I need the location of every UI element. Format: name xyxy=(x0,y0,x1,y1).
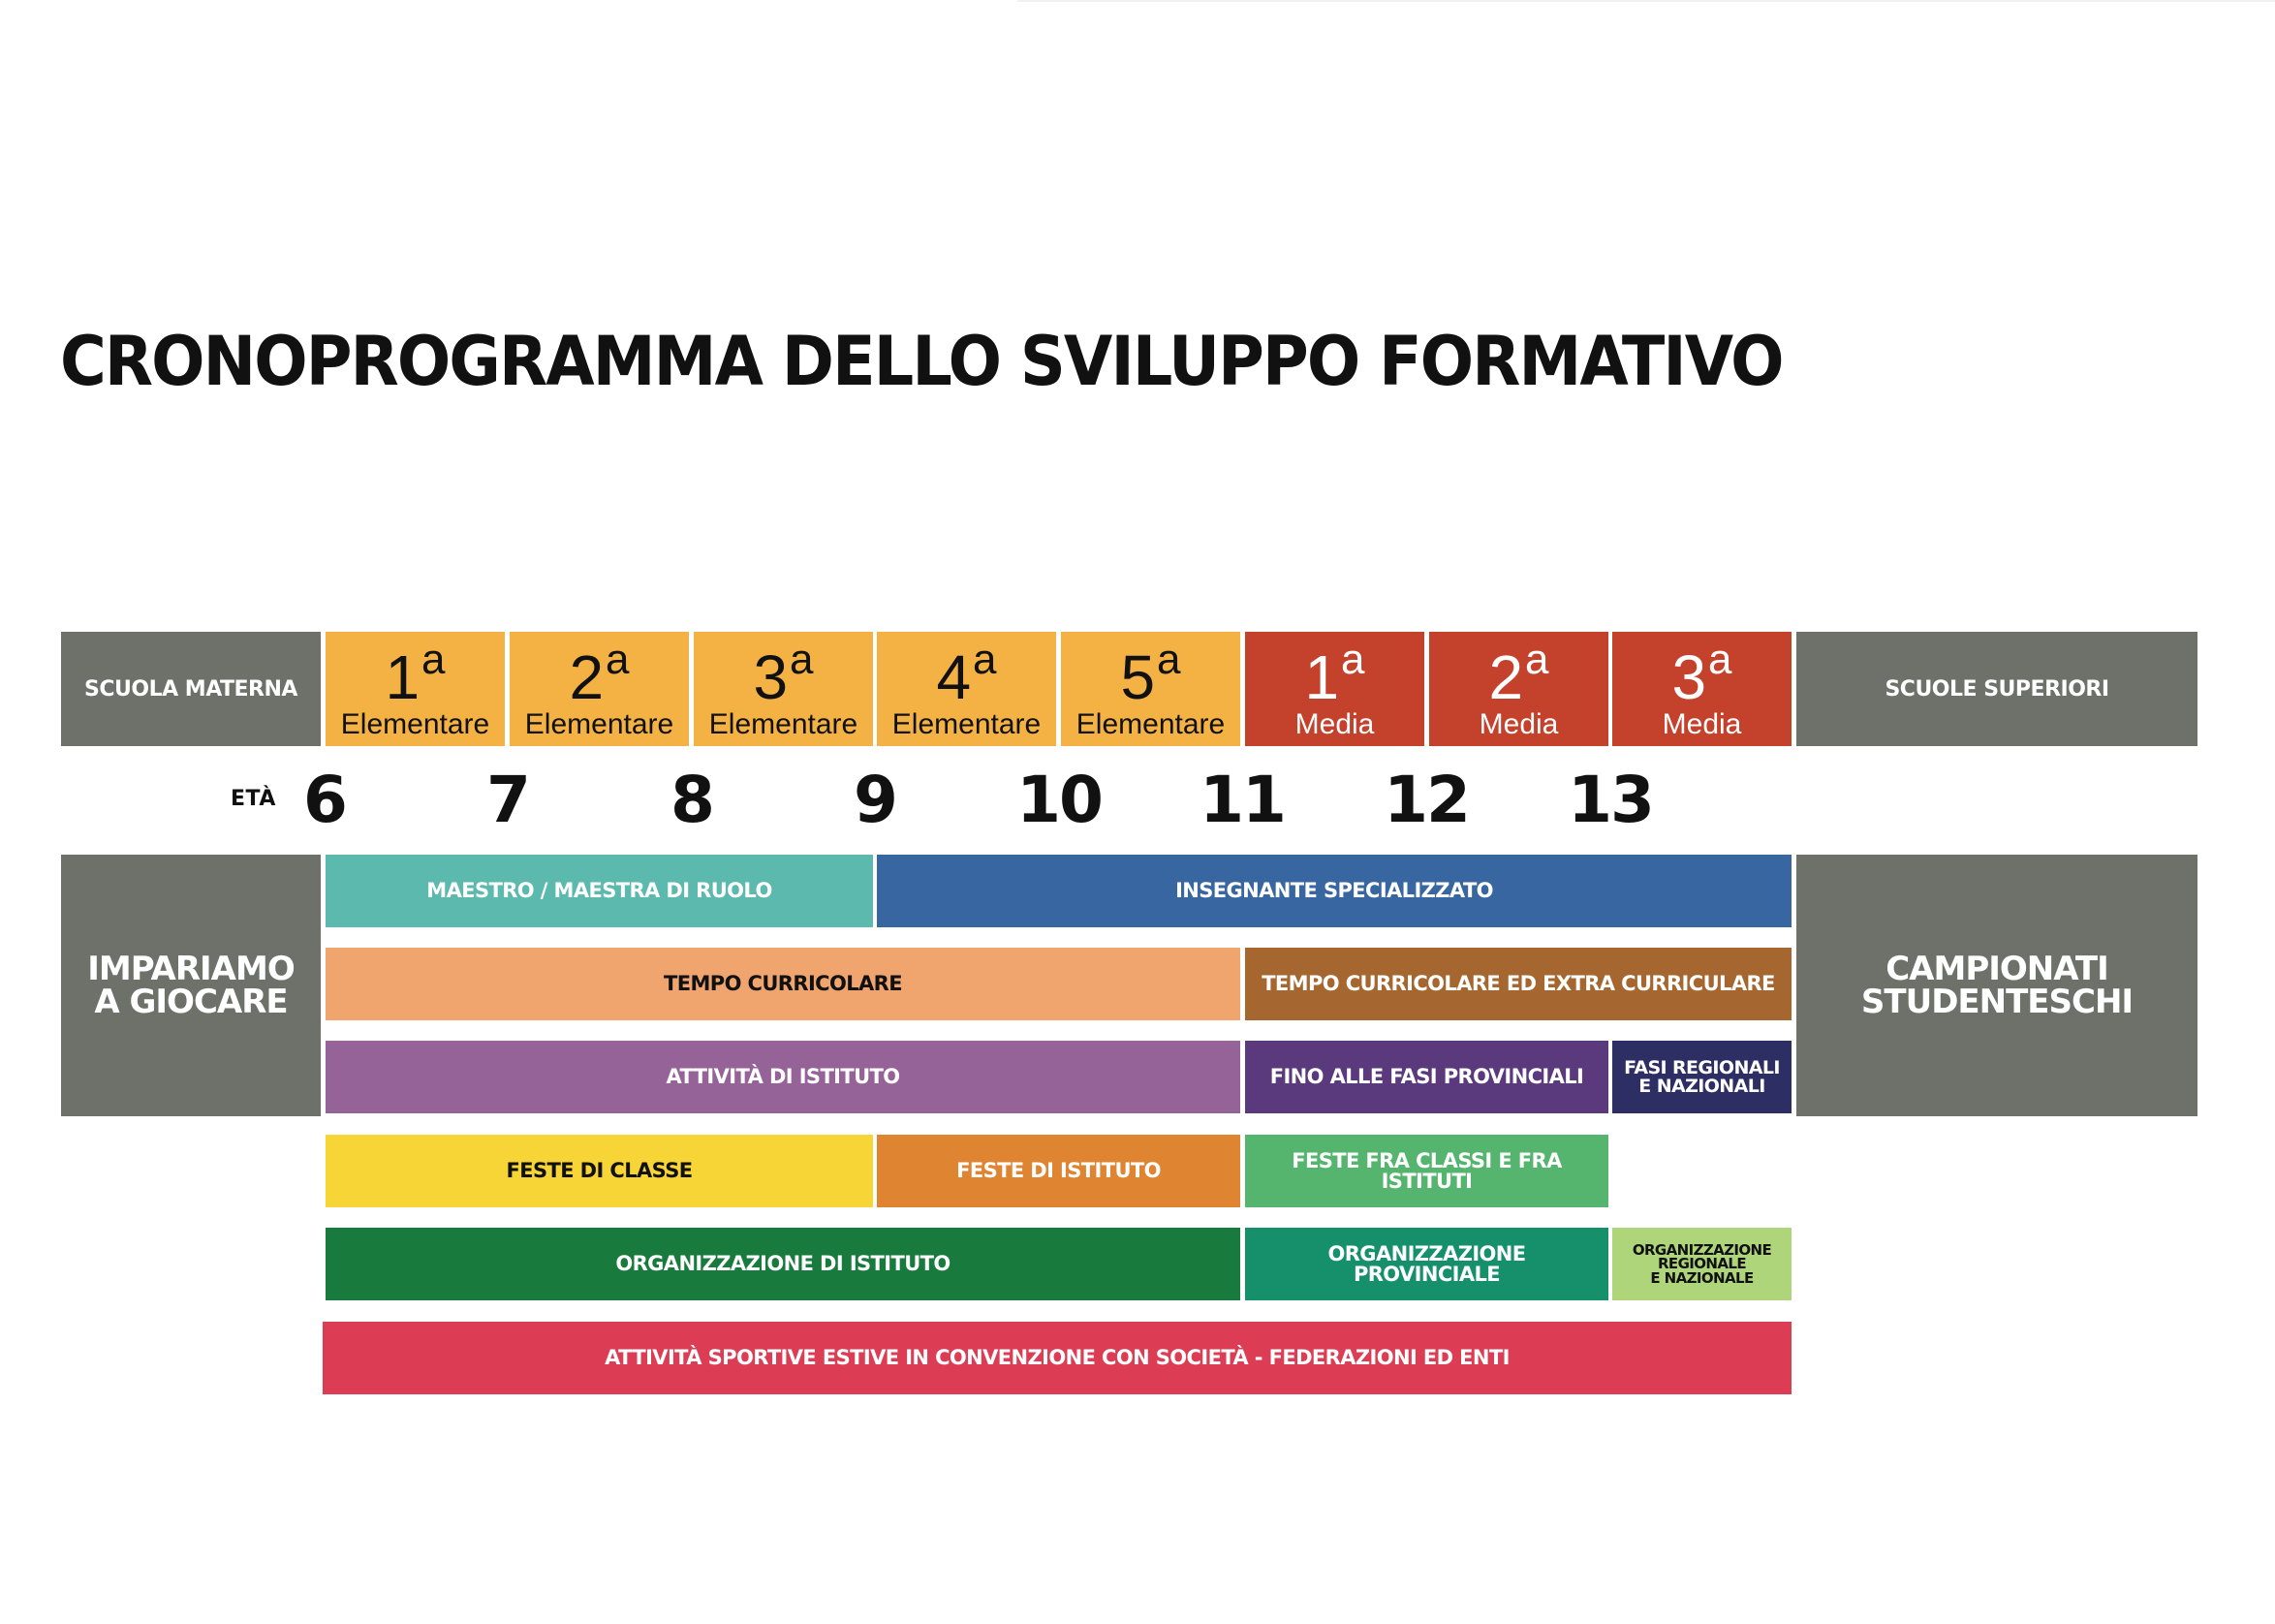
age-11: 11 xyxy=(1200,763,1285,837)
feste-di-classe-bar xyxy=(326,1135,873,1207)
year-ordinal: a xyxy=(790,636,814,683)
age-13: 13 xyxy=(1568,763,1653,837)
maestro-di-ruolo-bar xyxy=(326,855,873,927)
year-ordinal: a xyxy=(1341,636,1365,683)
year-label: Elementare xyxy=(1075,708,1226,740)
attivita-di-istituto-bar xyxy=(326,1041,1240,1113)
year-label: Elementare xyxy=(891,708,1042,740)
year-ordinal: a xyxy=(1157,636,1181,683)
feste-di-istituto-bar xyxy=(877,1135,1240,1207)
year-number: 5 xyxy=(1120,642,1156,712)
year-2-media xyxy=(1429,632,1608,746)
year-label: Elementare xyxy=(708,708,858,740)
insegnante-specializzato-bar xyxy=(877,855,1792,927)
tempo-extra-curricolare-bar xyxy=(1245,948,1792,1020)
scuola-materna-header xyxy=(61,632,321,746)
year-ordinal: a xyxy=(1708,636,1732,683)
year-ordinal: a xyxy=(606,636,630,683)
year-ordinal: a xyxy=(973,636,997,683)
year-3-elementare xyxy=(694,632,873,746)
organizzazione-di-istituto-bar xyxy=(326,1228,1240,1300)
age-9: 9 xyxy=(854,763,896,837)
feste-fra-classi-bar xyxy=(1245,1135,1608,1207)
year-label: Elementare xyxy=(524,708,674,740)
bar-label: TEMPO CURRICOLARE xyxy=(664,972,902,995)
year-2-elementare xyxy=(510,632,689,746)
top-edge-line xyxy=(1017,0,2275,2)
bar-label-line1: FASI REGIONALI xyxy=(1624,1056,1780,1078)
impariamo-line1: IMPARIAMO xyxy=(87,950,295,988)
year-label: Media xyxy=(1294,708,1375,740)
year-number: 2 xyxy=(1488,642,1524,712)
impariamo-a-giocare-block xyxy=(61,855,321,1116)
campionati-line1: CAMPIONATI xyxy=(1885,950,2108,988)
bar-label: FESTE DI ISTITUTO xyxy=(956,1159,1161,1182)
bar-label: FESTE FRA CLASSI E FRA ISTITUTI xyxy=(1292,1148,1562,1193)
year-label: Media xyxy=(1662,708,1742,740)
bar-label: FINO ALLE FASI PROVINCIALI xyxy=(1269,1065,1584,1088)
year-number: 2 xyxy=(569,642,605,712)
bar-label: ORGANIZZAZIONE DI ISTITUTO xyxy=(615,1252,951,1275)
year-5-elementare xyxy=(1061,632,1240,746)
year-label: Elementare xyxy=(340,708,490,740)
year-number: 1 xyxy=(1304,642,1340,712)
bar-label: ATTIVITÀ DI ISTITUTO xyxy=(666,1065,900,1088)
year-4-elementare xyxy=(877,632,1056,746)
year-label: Media xyxy=(1479,708,1559,740)
year-1-elementare xyxy=(326,632,505,746)
campionati-studenteschi-block xyxy=(1796,855,2197,1116)
bar-label: ATTIVITÀ SPORTIVE ESTIVE IN CONVENZIONE CON SOCIETÀ - FEDERAZIONI ED ENTI xyxy=(605,1346,1510,1369)
impariamo-line2: A GIOCARE xyxy=(94,983,288,1021)
scuole-superiori-header xyxy=(1796,632,2197,746)
fasi-provinciali-bar xyxy=(1245,1041,1608,1113)
age-6: 6 xyxy=(303,763,346,837)
tempo-curricolare-bar xyxy=(326,948,1240,1020)
bar-label-line3: E NAZIONALE xyxy=(1650,1268,1754,1287)
attivita-sportive-estive-bar xyxy=(323,1322,1792,1394)
year-3-media xyxy=(1612,632,1792,746)
bar-label-line2: PROVINCIALE xyxy=(1353,1262,1501,1286)
bar-label: MAESTRO / MAESTRA DI RUOLO xyxy=(426,879,772,902)
year-number: 4 xyxy=(936,642,972,712)
age-7: 7 xyxy=(486,763,529,837)
year-1-media xyxy=(1245,632,1424,746)
year-ordinal: a xyxy=(1525,636,1549,683)
year-number: 3 xyxy=(1671,642,1707,712)
age-label: ETÀ xyxy=(231,787,276,811)
bar-label: TEMPO CURRICOLARE ED EXTRA CURRICULARE xyxy=(1262,972,1775,995)
bar-label-line1: ORGANIZZAZIONE xyxy=(1327,1241,1526,1265)
age-8: 8 xyxy=(670,763,713,837)
bar-label: INSEGNANTE SPECIALIZZATO xyxy=(1175,879,1493,902)
year-number: 1 xyxy=(385,642,421,712)
page-title: CRONOPROGRAMMA DELLO SVILUPPO FORMATIVO xyxy=(60,322,1783,401)
campionati-line2: STUDENTESCHI xyxy=(1860,983,2134,1021)
scuola-materna-label: SCUOLA MATERNA xyxy=(84,676,297,702)
bar-label-line1: ORGANIZZAZIONE xyxy=(1632,1241,1772,1260)
organizzazione-provinciale-bar xyxy=(1245,1228,1608,1300)
bar-label: FESTE DI CLASSE xyxy=(506,1159,693,1182)
age-12: 12 xyxy=(1384,763,1469,837)
organizzazione-regionale-nazionale-bar xyxy=(1612,1228,1792,1300)
bar-label-line2: REGIONALE xyxy=(1657,1255,1746,1273)
fasi-regionali-nazionali-bar xyxy=(1612,1041,1792,1113)
age-10: 10 xyxy=(1016,763,1102,837)
year-ordinal: a xyxy=(421,636,446,683)
bar-label-line2: E NAZIONALI xyxy=(1638,1075,1765,1097)
scuole-superiori-label: SCUOLE SUPERIORI xyxy=(1885,676,2109,702)
year-number: 3 xyxy=(753,642,789,712)
